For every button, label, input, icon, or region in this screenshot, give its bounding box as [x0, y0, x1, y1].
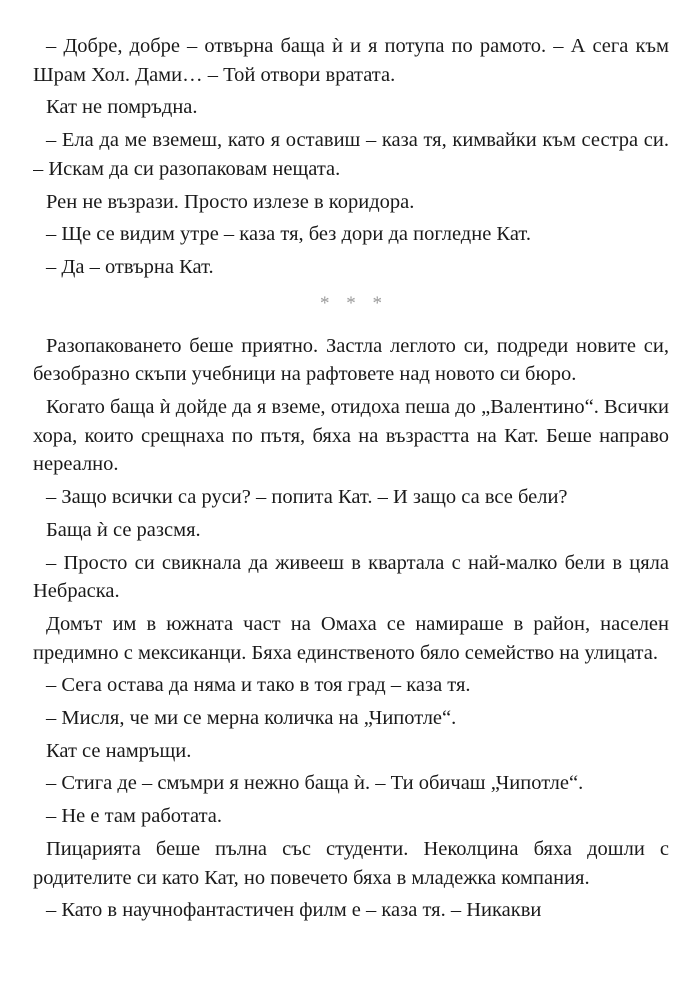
- book-page: [33, 32, 669, 972]
- paragraph: – Да – отвърна Кат.: [46, 255, 214, 278]
- paragraph: – Стига де – смъмри я нежно баща ѝ. – Ти обичаш „Чипотле“.: [46, 772, 584, 795]
- paragraph: – Добре, добре – отвърна баща ѝ и я потупа по рамото. – А сега към Шрам Хол. Дами… – Той отвори вратата.: [33, 35, 669, 86]
- paragraph: Когато баща ѝ дойде да я вземе, отидоха пеша до „Валентино“. Всички хора, които срещнаха по пътя, бяха на възрастта на Кат. Беше направо нереално.: [33, 396, 669, 476]
- paragraph: – Мисля, че ми се мерна количка на „Чипотле“.: [46, 707, 457, 730]
- paragraph: – Като в научнофантастичен филм е – каза тя. – Никакви: [46, 899, 542, 922]
- section-separator: * * *: [320, 292, 388, 314]
- paragraph: – Сега остава да няма и тако в тоя град – каза тя.: [46, 674, 471, 697]
- paragraph: – Ще се видим утре – каза тя, без дори да погледне Кат.: [46, 223, 531, 246]
- paragraph: Рен не възрази. Просто излезе в коридора.: [46, 190, 415, 213]
- paragraph: – Просто си свикнала да живееш в квартала с най-малко бели в цяла Небраска.: [33, 551, 669, 603]
- paragraph: Кат се намръщи.: [46, 739, 192, 762]
- paragraph: – Не е там работата.: [46, 805, 223, 828]
- paragraph: Пицарията беше пълна със студенти. Неколцина бяха дошли с родителите си като Кат, но повечето бяха в младежка компания.: [33, 837, 669, 889]
- paragraph: – Ела да ме вземеш, като я оставиш – каза тя, кимвайки към сестра си. – Искам да си разопаковам нещата.: [33, 129, 669, 180]
- paragraph: Кат не помръдна.: [46, 96, 198, 119]
- paragraph: Разопаковането беше приятно. Застла леглото си, подреди новите си, безобразно скъпи учебници на рафтовете над новото си бюро.: [33, 334, 669, 386]
- paragraph: Домът им в южната част на Омаха се намираше в район, населен предимно с мексиканци. Бяха единственото бяло семейство на улицата.: [33, 612, 669, 664]
- paragraph: – Защо всички са руси? – попита Кат. – И защо са все бели?: [46, 486, 568, 509]
- paragraph: Баща ѝ се разсмя.: [46, 518, 201, 541]
